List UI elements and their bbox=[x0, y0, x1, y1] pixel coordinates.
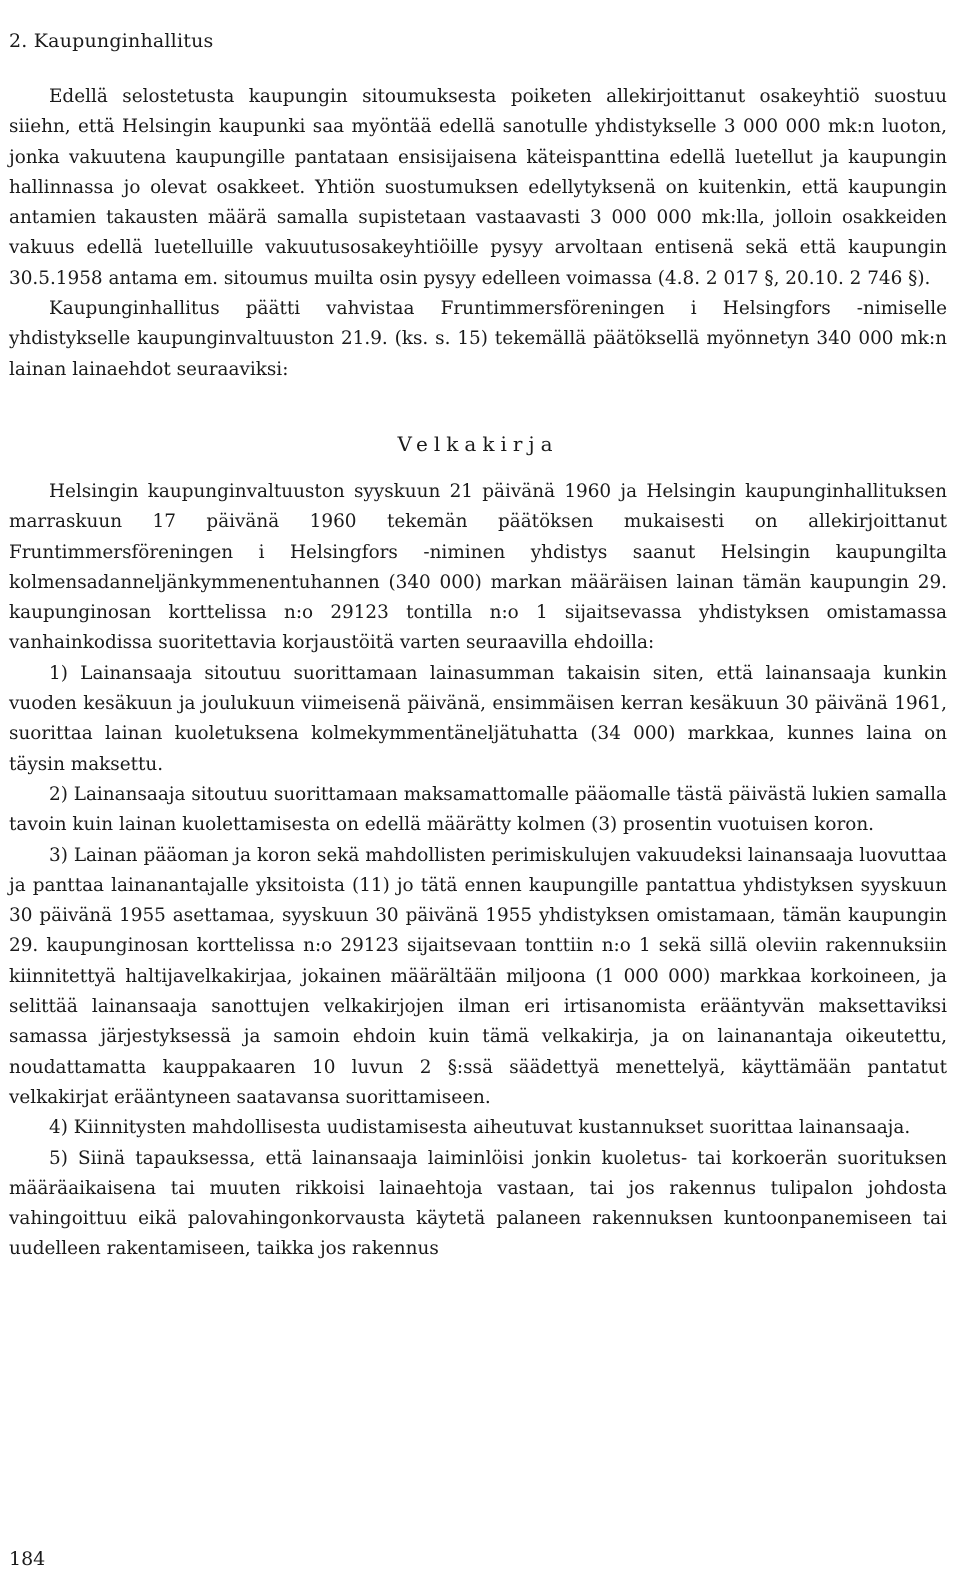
paragraph-term-4: 4) Kiinnitysten mahdollisesta uudistamisesta aiheutuvat kustannukset suorittaa lainansaaja. bbox=[49, 1117, 911, 1139]
section-heading: 2. Kaupunginhallitus bbox=[9, 30, 214, 52]
paragraph-term-3: 3) Lainan pääoman ja koron sekä mahdollisten perimiskulujen vakuudeksi lainansaaja luovuttaa ja panttaa lainanantajalle yksitoista (11) jo tätä ennen kaupungille pantattua yhdistyksen syyskuun 30 päivänä 1955 asettamaa, syyskuun 30 päivänä 1955 yhdistyksen omistamaan, tämän kaupungin 29. kaupunginosan korttelissa n:o 29123 sijaitsevaan tonttiin n:o 1 sekä sillä oleviin rakennuksiin kiinnitettyä haltijavelkakirjaa, jokainen määrältään miljoona (1 000 000) markkaa korkoineen, ja selittää lainansaaja sanottujen velkakirjojen ilman eri irtisanomista erääntyvän maksettaviksi samassa järjestyksessä ja samoin ehdoin kuin tämä velkakirja, ja on lainanantaja oikeutettu, noudattamatta kauppakaaren 10 luvun 2 §:ssä säädettyä menettelyä, käyttämään pantatut velkakirjat erääntyneen saatavansa suorittamiseen. bbox=[9, 844, 947, 1108]
paragraph-term-1: 1) Lainansaaja sitoutuu suorittamaan lainasumman takaisin siten, että lainansaaja kunkin vuoden kesäkuun ja joulukuun viimeisenä päivänä, ensimmäisen kerran kesäkuun 30 päivänä 1961, suorittaa lainan kuoletuksena kolmekymmentäneljätuhatta (34 000) markkaa, kunnes laina on täysin maksettu. bbox=[9, 662, 947, 775]
paragraph-term-5: 5) Siinä tapauksessa, että lainansaaja laiminlöisi jonkin kuoletus- tai korkoerän suorituksen määräaikaisena tai muuten rikkoisi lainaehtoja vastaan, tai jos rakennus tulipalon johdosta vahingoittuu eikä palovahingonkorvausta käytetä palaneen rakennuksen kuntoonpanemiseen tai uudelleen rakentamiseen, taikka jos rakennus bbox=[9, 1147, 947, 1260]
paragraph-loan-decision: Kaupunginhallitus päätti vahvistaa Fruntimmersföreningen i Helsingfors -nimiselle yhdistykselle kaupunginvaltuuston 21.9. (ks. s. 15) tekemällä päätöksellä myönnetyn 340 000 mk:n lainan lainaehdot seuraaviksi: bbox=[9, 298, 947, 380]
paragraph-guarantee-consent: Edellä selostetusta kaupungin sitoumuksesta poiketen allekirjoittanut osakeyhtiö suostuu siiehn, että Helsingin kaupunki saa myöntää edellä sanotulle yhdistykselle 3 000 000 mk:n luoton, jonka vakuutena kaupungille pantataan ensisijaisena käteispanttina edellä luetellut ja kaupungin hallinnassa jo olevat osakkeet. Yhtiön suostumuksen edellytyksenä on kuitenkin, että kaupungin antamien takausten määrä samalla supistetaan vastaavasti 3 000 000 mk:lla, jolloin osakkeiden vakuus edellä luetelluille vakuutusosakeyhtiöille pysyy arvoltaan entisenä sekä että kaupungin 30.5.1958 antama em. sitoumus muilta osin pysyy edelleen voimassa (4.8. 2 017 §, 20.10. 2 746 §). bbox=[9, 86, 947, 289]
page-number: 184 bbox=[9, 1548, 46, 1570]
document-title: Velkakirja bbox=[397, 431, 559, 456]
document-page bbox=[9, 28, 947, 1265]
paragraph-term-2: 2) Lainansaaja sitoutuu suorittamaan maksamattomalle pääomalle tästä päivästä lukien samalla tavoin kuin lainan kuolettamisesta on edellä määrätty kolmen (3) prosentin vuotuisen koron. bbox=[9, 783, 947, 836]
paragraph-loan-intro: Helsingin kaupunginvaltuuston syyskuun 21 päivänä 1960 ja Helsingin kaupunginhallituksen marraskuun 17 päivänä 1960 tekemän päätöksen mukaisesti on allekirjoittanut Fruntimmersföreningen i Helsingfors -niminen yhdistys saanut Helsingin kaupungilta kolmensadanneljänkymmenentuhannen (340 000) markan määräisen lainan tämän kaupungin 29. kaupunginosan korttelissa n:o 29123 tontilla n:o 1 sijaitsevassa yhdistyksen omistamassa vanhainkodissa suoritettavia korjaustöitä varten seuraavilla ehdoilla: bbox=[9, 480, 947, 654]
